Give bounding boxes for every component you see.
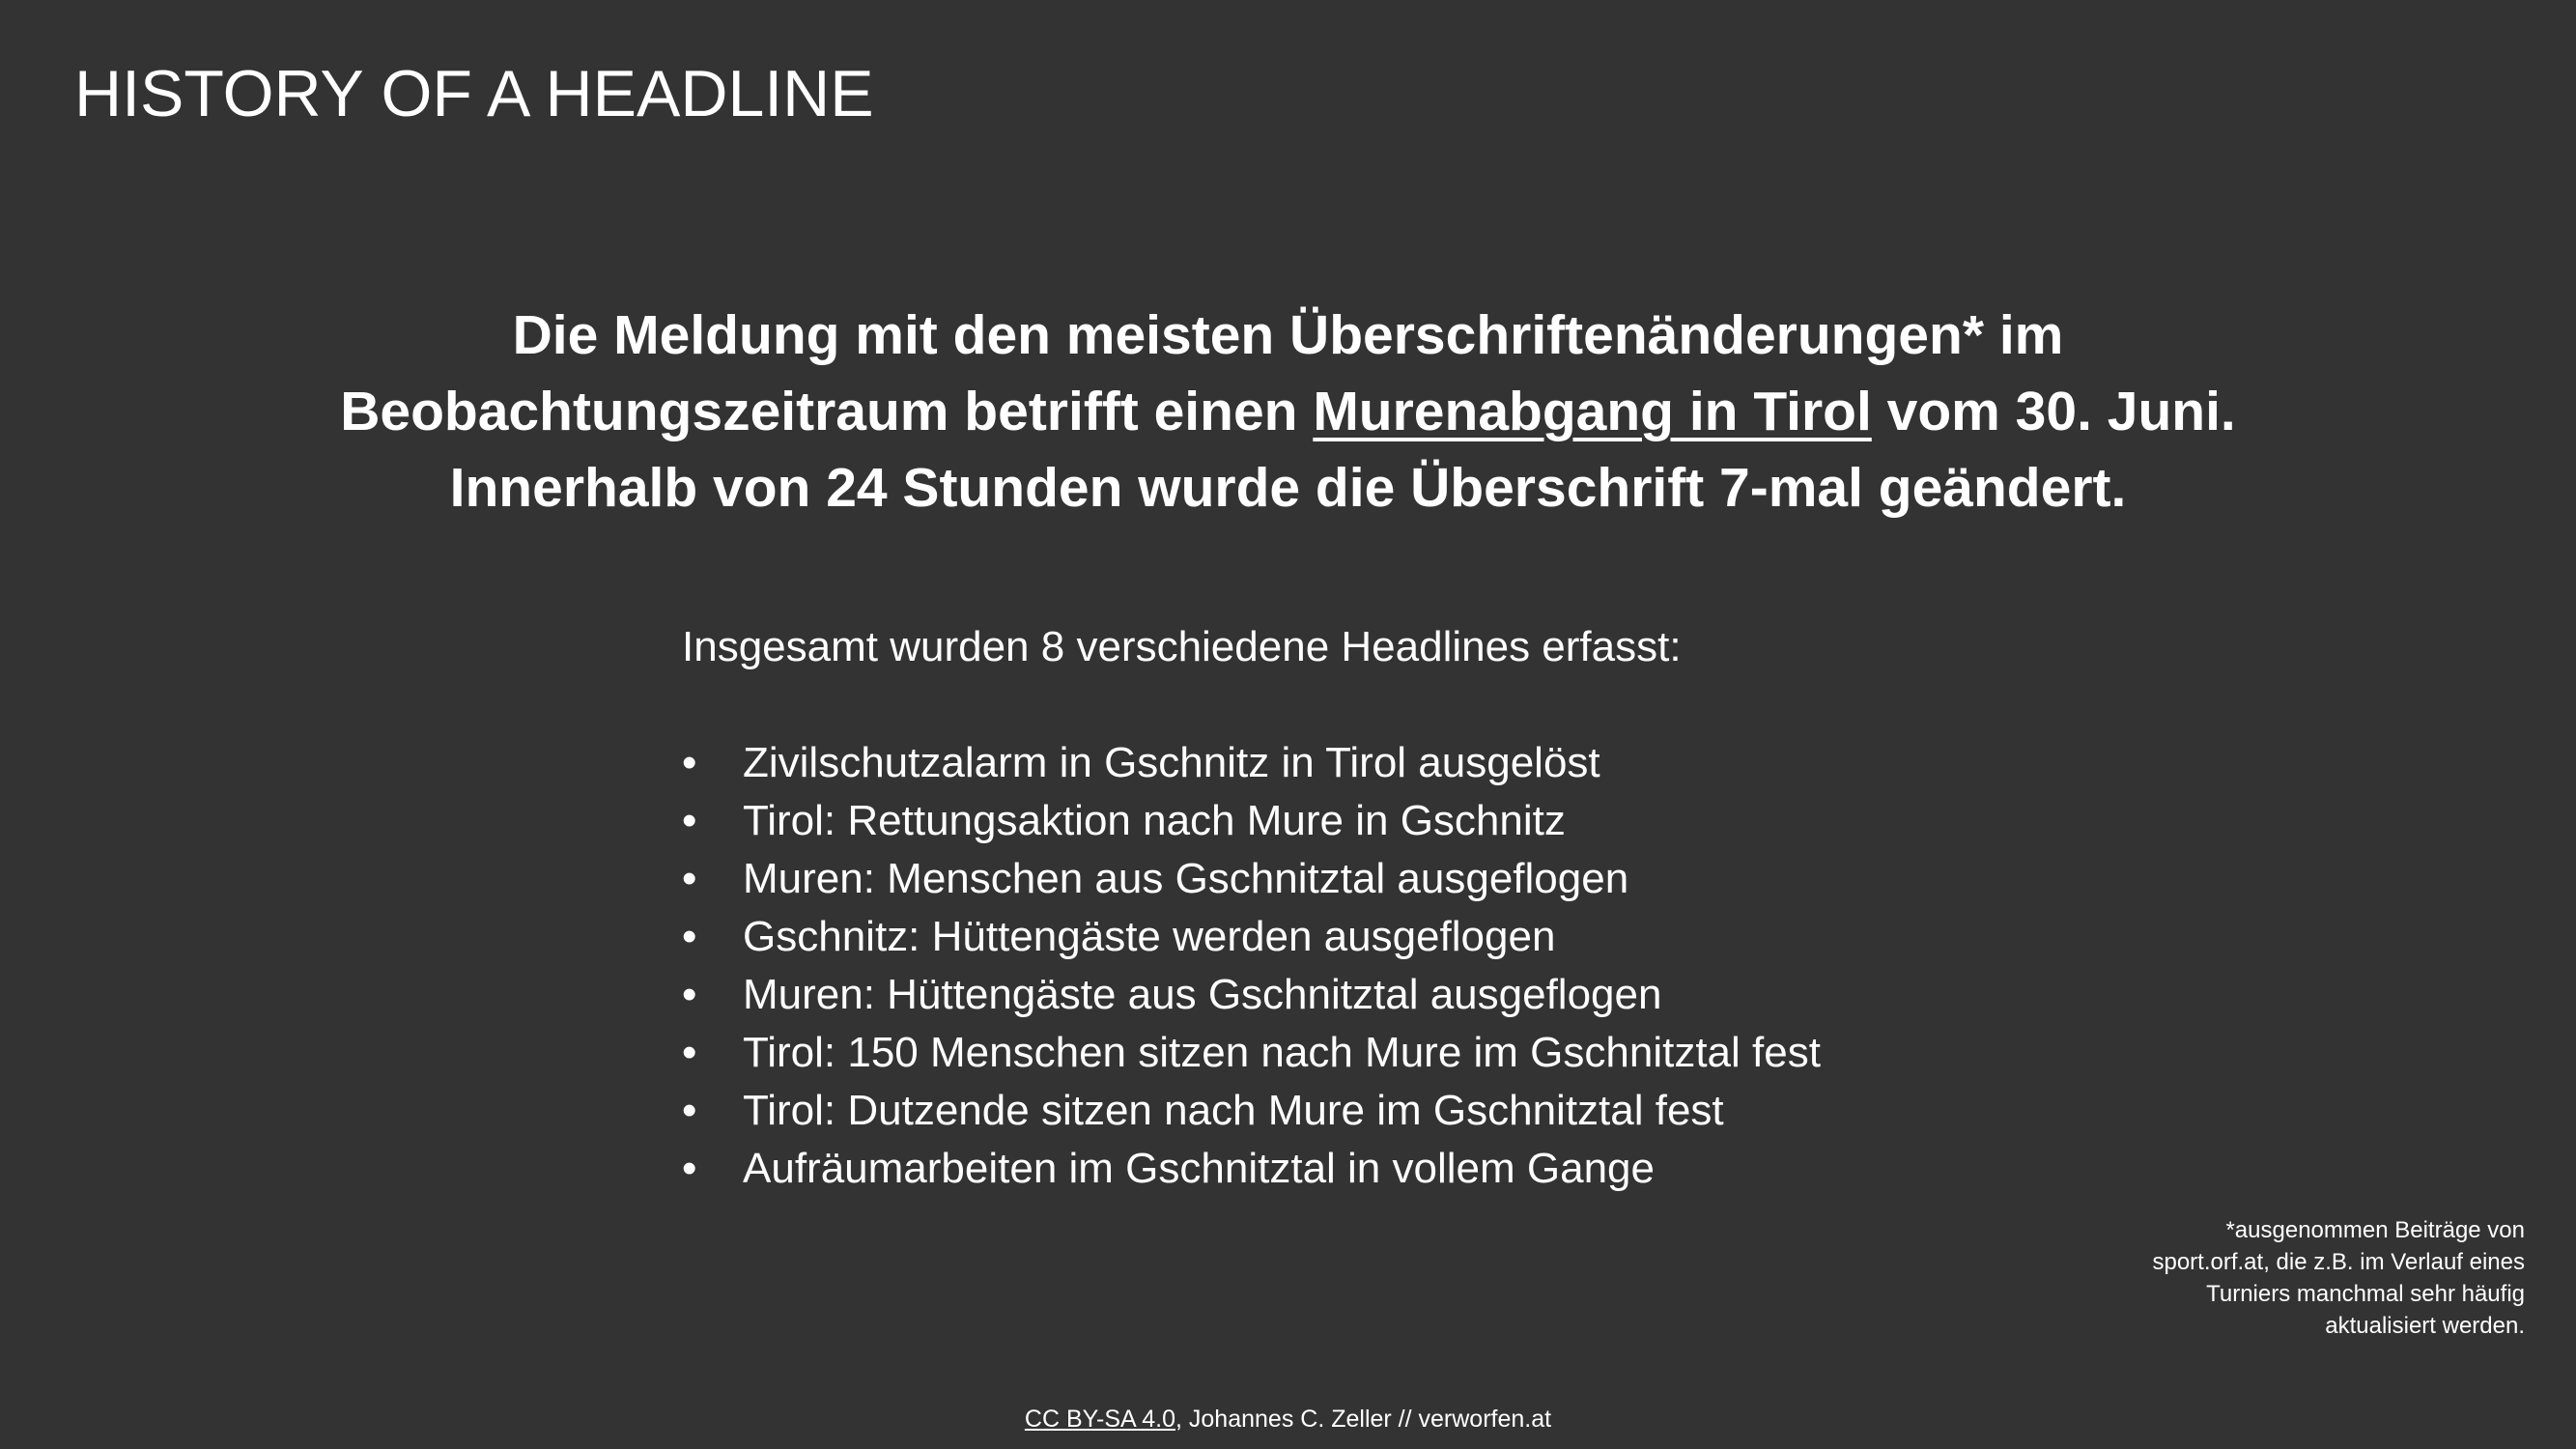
headline-text: Tirol: Dutzende sitzen nach Mure im Gschnitztal fest: [743, 1087, 1724, 1134]
headline-text: Zivilschutzalarm in Gschnitz in Tirol ausgelöst: [743, 739, 1600, 786]
lead-line-2: [0, 374, 2576, 450]
footnote-line: *ausgenommen Beiträge von: [2225, 1217, 2525, 1243]
credit-line: [0, 1406, 2576, 1434]
headline-text: Tirol: 150 Menschen sitzen nach Mure im Gschnitztal fest: [743, 1029, 1821, 1076]
bullet-icon: •: [682, 1087, 697, 1134]
footnote-line: Turniers manchmal sehr häufig: [2206, 1281, 2525, 1307]
footnote: [2042, 1214, 2525, 1342]
headlines-section: [682, 618, 1821, 1198]
lead-line-3: Innerhalb von 24 Stunden wurde die Überschrift 7-mal geändert.: [449, 457, 2127, 519]
list-item: [682, 1024, 1821, 1082]
lead-line-2-start: Beobachtungszeitraum betrifft einen: [340, 381, 1314, 442]
list-item: [682, 908, 1821, 966]
slide-title: HISTORY OF A HEADLINE: [74, 57, 874, 130]
murenabgang-link[interactable]: Murenabgang in Tirol: [1313, 381, 1872, 442]
list-item: [682, 734, 1821, 792]
lead-paragraph: [0, 298, 2576, 526]
headline-text: Muren: Hüttengäste aus Gschnitztal ausgeflogen: [743, 971, 1662, 1018]
license-link[interactable]: CC BY-SA 4.0: [1024, 1406, 1176, 1433]
list-item: [682, 792, 1821, 850]
headlines-intro: Insgesamt wurden 8 verschiedene Headlines erfasst:: [682, 623, 1682, 670]
list-item: [682, 1140, 1821, 1198]
bullet-icon: •: [682, 1145, 697, 1192]
headline-text: Gschnitz: Hüttengäste werden ausgeflogen: [743, 913, 1556, 960]
headline-text: Muren: Menschen aus Gschnitztal ausgeflogen: [743, 855, 1629, 902]
list-item: [682, 850, 1821, 908]
list-item: [682, 1082, 1821, 1140]
footnote-line: aktualisiert werden.: [2325, 1313, 2525, 1339]
footnote-line: sport.orf.at, die z.B. im Verlauf eines: [2152, 1249, 2525, 1275]
lead-line-1: Die Meldung mit den meisten Überschriftenänderungen* im: [512, 304, 2064, 366]
list-item: [682, 966, 1821, 1024]
headline-text: Tirol: Rettungsaktion nach Mure in Gschnitz: [743, 797, 1566, 844]
bullet-icon: •: [682, 971, 697, 1018]
bullet-icon: •: [682, 739, 697, 786]
bullet-icon: •: [682, 797, 697, 844]
bullet-icon: •: [682, 855, 697, 902]
lead-line-2-end: vom 30. Juni.: [1871, 381, 2236, 442]
bullet-icon: •: [682, 1029, 697, 1076]
bullet-icon: •: [682, 913, 697, 960]
headline-text: Aufräumarbeiten im Gschnitztal in vollem Gange: [743, 1145, 1655, 1192]
headline-list: [682, 734, 1821, 1198]
credit-author: , Johannes C. Zeller // verworfen.at: [1175, 1406, 1552, 1433]
